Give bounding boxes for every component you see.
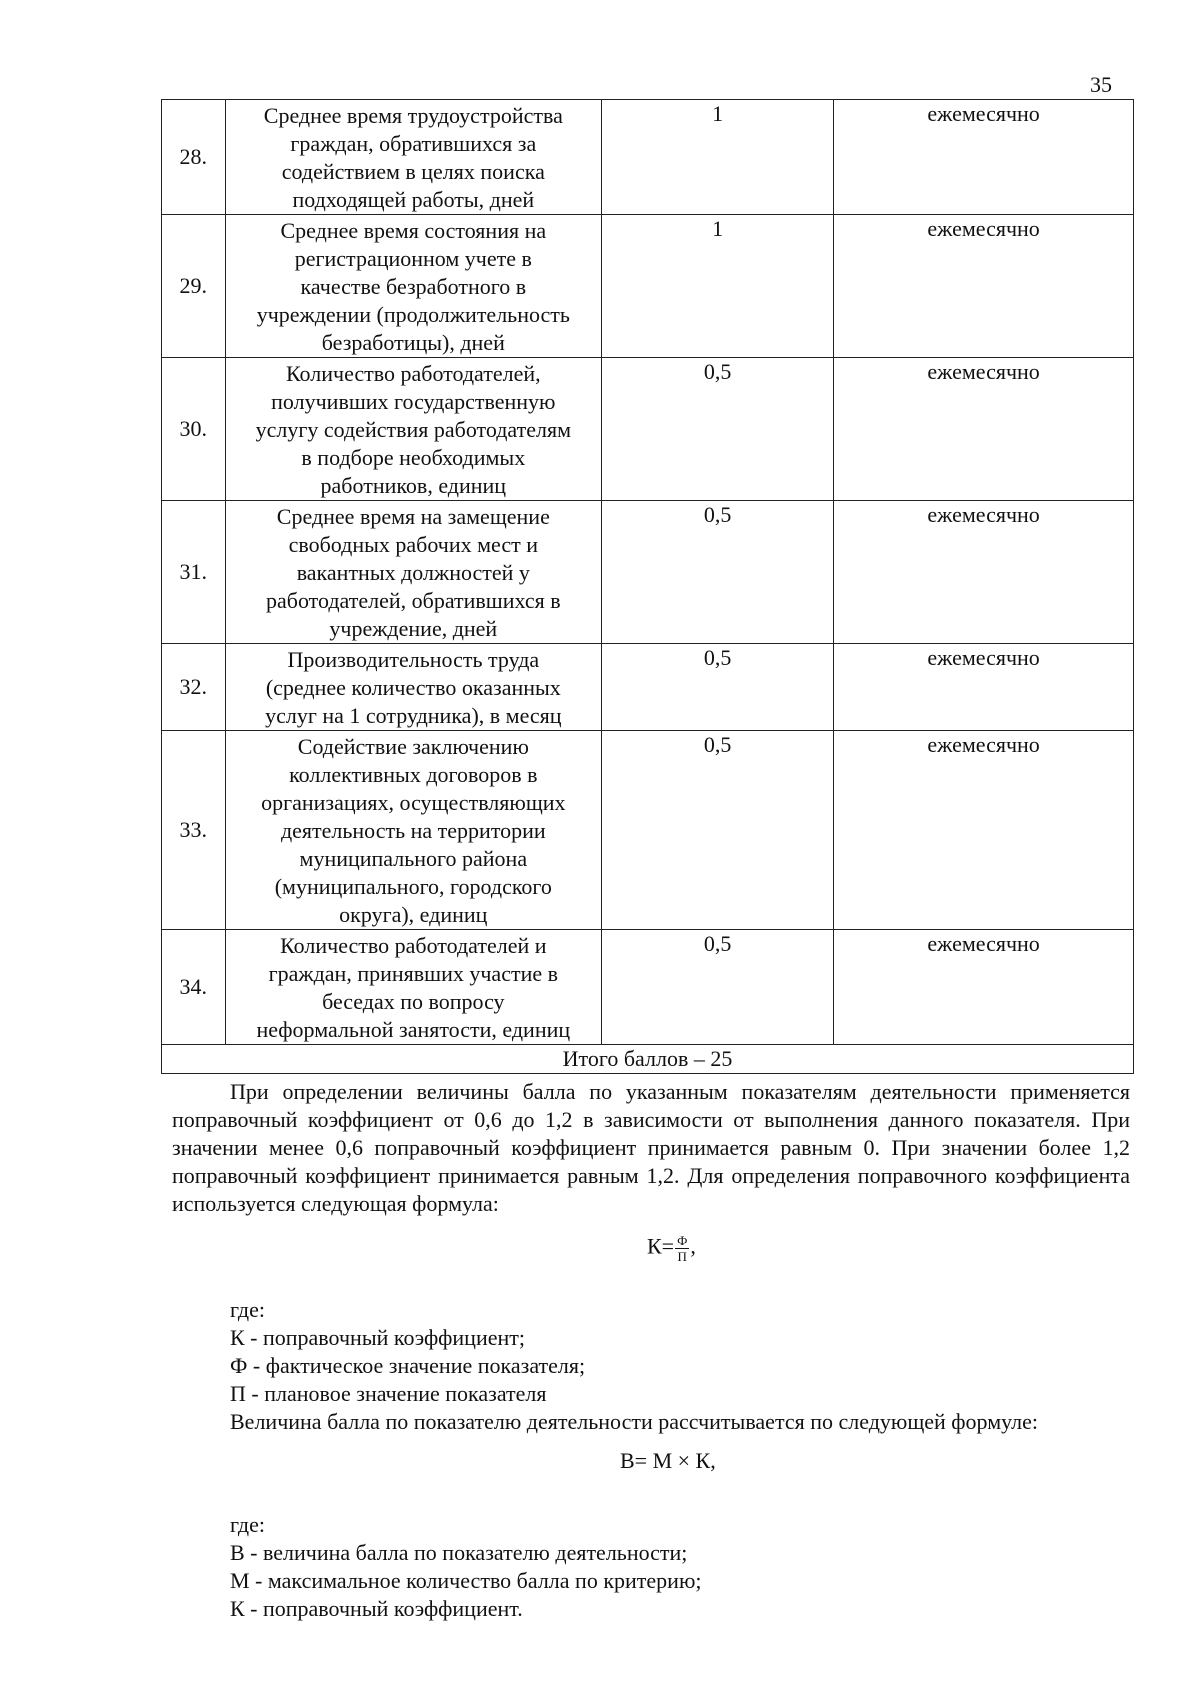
- indicator-name-line: услуг на 1 сотрудника), в месяц: [265, 703, 562, 728]
- max-score: 1: [602, 215, 834, 358]
- definitions-block-2: [230, 1511, 1130, 1623]
- indicator-name-line: безработицы), дней: [321, 330, 505, 355]
- frequency: ежемесячно: [834, 358, 1134, 501]
- indicator-name-line: в подборе необходимых: [301, 445, 526, 470]
- table-row: [162, 930, 1134, 1045]
- indicator-name-line: (среднее количество оказанных: [265, 675, 561, 700]
- indicator-name-line: Среднее время трудоустройства: [263, 103, 563, 128]
- indicator-name: [225, 731, 601, 930]
- indicator-name: [225, 215, 601, 358]
- definition-line: К - поправочный коэффициент.: [230, 1596, 523, 1621]
- indicator-name: [225, 100, 601, 215]
- definition-line: В - величина балла по показателю деятельности;: [230, 1540, 688, 1565]
- formula-coefficient: [647, 1233, 696, 1264]
- definition-line: П - плановое значение показателя: [230, 1381, 547, 1406]
- indicator-name: [225, 930, 601, 1045]
- indicator-name-line: получивших государственную: [271, 389, 556, 414]
- row-number: 28.: [162, 100, 226, 215]
- indicator-name-line: деятельность на территории: [280, 818, 546, 843]
- table-total-row: [162, 1045, 1134, 1074]
- max-score: 0,5: [602, 644, 834, 731]
- row-number: 30.: [162, 358, 226, 501]
- row-number: 33.: [162, 731, 226, 930]
- max-score: 0,5: [602, 731, 834, 930]
- row-number: 32.: [162, 644, 226, 731]
- definitions-block-1: [230, 1296, 1130, 1436]
- criteria-table-body: [162, 100, 1134, 1074]
- formula-denominator: П: [677, 1249, 687, 1264]
- frequency: ежемесячно: [834, 215, 1134, 358]
- frequency: ежемесячно: [834, 930, 1134, 1045]
- table-row: [162, 100, 1134, 215]
- indicator-name: [225, 501, 601, 644]
- max-score: 1: [602, 100, 834, 215]
- explanatory-paragraph: При определении величины балла по указанным показателям деятельности применяется поправочный коэффициент от 0,6 до 1,2 в зависимости от выполнения данного показателя. При значении менее 0,6 поправочный коэффициент принимается равным 0. При значении более 1,2 поправочный коэффициент принимается равным 1,2. Для определения поправочного коэффициента используется следующая формула:: [172, 1079, 1130, 1216]
- definition-line: К - поправочный коэффициент;: [230, 1325, 525, 1350]
- max-score: 0,5: [602, 358, 834, 501]
- formula-score: В= М × К,: [620, 1448, 716, 1473]
- row-number: 29.: [162, 215, 226, 358]
- indicator-name-line: муниципального района: [299, 846, 528, 871]
- indicator-name-line: подходящей работы, дней: [292, 187, 535, 212]
- definition-line: где:: [230, 1297, 265, 1322]
- indicator-name-line: Среднее время на замещение: [276, 504, 550, 529]
- frequency: ежемесячно: [834, 644, 1134, 731]
- indicator-name-line: работников, единиц: [320, 473, 507, 498]
- row-number: 34.: [162, 930, 226, 1045]
- table-row: [162, 215, 1134, 358]
- indicator-name-line: Количество работодателей и: [280, 933, 547, 958]
- indicator-name-line: Количество работодателей,: [285, 361, 541, 386]
- indicator-name-line: Производительность труда: [287, 647, 540, 672]
- indicator-name-line: вакантных должностей у: [296, 560, 530, 585]
- frequency: ежемесячно: [834, 731, 1134, 930]
- formula-fraction: [675, 1233, 689, 1264]
- max-score: 0,5: [602, 930, 834, 1045]
- indicator-name-line: работодателей, обратившихся в: [265, 588, 561, 613]
- formula-suffix: ,: [690, 1233, 696, 1259]
- formula-numerator: Ф: [677, 1233, 688, 1248]
- criteria-table: [161, 99, 1134, 1074]
- formula-lhs: К=: [647, 1233, 675, 1259]
- indicator-name-line: услугу содействия работодателям: [255, 417, 572, 442]
- definition-line: где:: [230, 1512, 265, 1537]
- indicator-name: [225, 358, 601, 501]
- indicator-name-line: граждан, обратившихся за: [290, 131, 537, 156]
- indicator-name-line: Содействие заключению: [297, 734, 529, 759]
- indicator-name-line: коллективных договоров в: [289, 762, 538, 787]
- indicator-name-line: содействием в целях поиска: [281, 159, 545, 184]
- definition-line: Величина балла по показателю деятельности рассчитывается по следующей формуле:: [230, 1409, 1039, 1434]
- explanatory-paragraph-block: [172, 1078, 1130, 1218]
- indicator-name: [225, 644, 601, 731]
- indicator-name-line: организациях, осуществляющих: [261, 790, 566, 815]
- indicator-name-line: качестве безработного в: [300, 274, 527, 299]
- definition-line: М - максимальное количество балла по критерию;: [230, 1568, 702, 1593]
- frequency: ежемесячно: [834, 501, 1134, 644]
- indicator-name-line: регистрационном учете в: [294, 246, 532, 271]
- indicator-name-line: учреждение, дней: [329, 616, 498, 641]
- table-row: [162, 501, 1134, 644]
- total-score: Итого баллов – 25: [162, 1045, 1134, 1074]
- indicator-name-line: округа), единиц: [339, 902, 488, 927]
- row-number: 31.: [162, 501, 226, 644]
- indicator-name-line: неформальной занятости, единиц: [256, 1017, 571, 1042]
- indicator-name-line: граждан, принявших участие в: [268, 961, 559, 986]
- indicator-name-line: беседах по вопросу: [322, 989, 505, 1014]
- indicator-name-line: Среднее время состояния на: [280, 218, 547, 243]
- page-number: 35: [1090, 72, 1112, 97]
- table-row: [162, 644, 1134, 731]
- indicator-name-line: учреждении (продолжительность: [256, 302, 570, 327]
- indicator-name-line: (муниципального, городского: [274, 874, 552, 899]
- table-row: [162, 358, 1134, 501]
- definition-line: Ф - фактическое значение показателя;: [230, 1353, 586, 1378]
- indicator-name-line: свободных рабочих мест и: [288, 532, 539, 557]
- frequency: ежемесячно: [834, 100, 1134, 215]
- max-score: 0,5: [602, 501, 834, 644]
- table-row: [162, 731, 1134, 930]
